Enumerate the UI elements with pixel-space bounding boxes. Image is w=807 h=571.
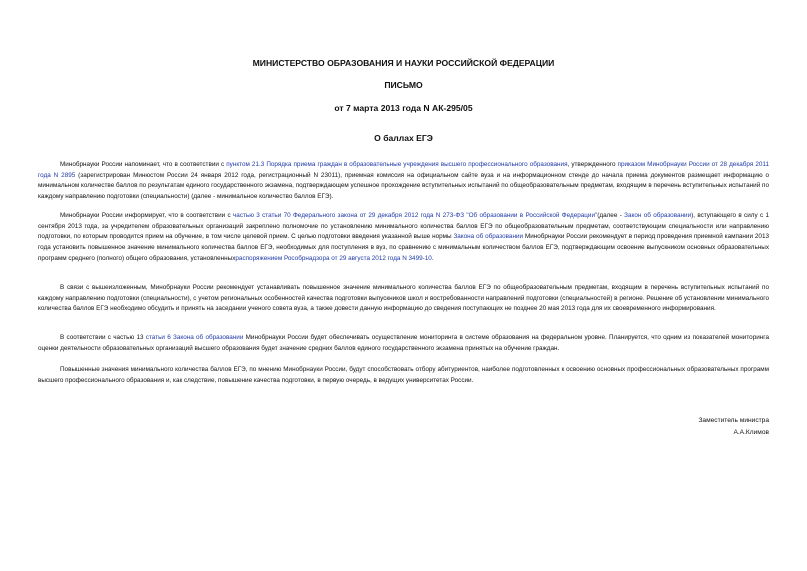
paragraph-text: Повышенные значения минимального количества баллов ЕГЭ, по мнению Минобрнауки России, будут способствовать отбору абитуриентов, наиболее подготовленных к освоению основных профессиональных образовательных программ высшего профессионального образования и, как следствие, повышение качества подготовки, в первую очередь, в ведущих университетах России. bbox=[38, 366, 769, 384]
paragraph-text: ), вступающего в силу с 1 сентября 2013 года, за учредителем образовательных организаций закреплено полномочие по установлению минимального количества баллов ЕГЭ по общеобразовательным предметам, соответствующим специальности или направлению подготовки, по которым проводится прием на обучение, в том числе целевой прием. С целью подготовки введения указанной выше нормы bbox=[38, 212, 769, 241]
document-type: ПИСЬМО bbox=[384, 80, 423, 90]
signature-name: А.А.Климов bbox=[733, 429, 769, 436]
paragraph-5 bbox=[38, 365, 769, 386]
document-date-number: от 7 марта 2013 года N АК-295/05 bbox=[334, 103, 473, 113]
paragraph-3 bbox=[38, 283, 769, 315]
paragraph-text: Минобрнауки России напоминает, что в соответствии с bbox=[60, 161, 227, 168]
link-federal-law-273[interactable]: частью 3 статьи 70 Федерального закона от 29 декабря 2012 года N 273-ФЗ "Об образовании в Российской Федерации" bbox=[232, 212, 598, 219]
paragraph-text: . bbox=[431, 254, 434, 262]
paragraph-text: , утвержденного bbox=[567, 161, 618, 168]
paragraph-4 bbox=[38, 333, 769, 354]
link-article-6[interactable]: статьи 6 Закона об образовании bbox=[145, 334, 244, 341]
ministry-title: МИНИСТЕРСТВО ОБРАЗОВАНИЯ И НАУКИ РОССИЙСКОЙ ФЕДЕРАЦИИ bbox=[252, 58, 555, 68]
link-rosobrnadzor-order[interactable]: распоряжением Рособрнадзора от 29 августа 2012 года N 3499-10 bbox=[235, 254, 432, 262]
signature-position: Заместитель министра bbox=[698, 417, 769, 424]
paragraph-text: (зарегистрирован Минюстом России 24 января 2012 года, регистрационный N 23011), приемная комиссия на официальном сайте вуза и на информационном стенде до начала приема документов размещает информацию о минимальном количестве баллов по результатам единого государственного экзамена, подтверждающем успешное прохождение вступительных испытаний по общеобразовательным предметам, входящим в перечень вступительных испытаний по каждому направлению подготовки (специальности) (далее - минимальное количество баллов ЕГЭ). bbox=[38, 171, 769, 201]
paragraph-2 bbox=[38, 211, 769, 265]
link-education-law-2[interactable]: Закона об образовании bbox=[453, 233, 524, 241]
paragraph-text: Минобрнауки России будет обеспечивать осуществление мониторинга в системе образования на федеральном уровне. Планируется, что одним из показателей мониторинга оценки деятельности образовательных организаций высшего образования будет значение средних баллов единого государственного экзамена принятых на обучение граждан. bbox=[38, 334, 769, 352]
paragraph-text: В соответствии с частью 13 bbox=[60, 334, 146, 341]
link-education-law[interactable]: Закон об образовании bbox=[624, 212, 692, 219]
paragraph-text: Минобрнауки России рекомендует в период проведения приемной кампании 2013 года установить повышенное значение минимального количества баллов ЕГЭ, необходимых для поступления в вуз, по сравнению с минимальным количеством баллов ЕГЭ, подтверждающим освоение выпускником основных образовательных программ среднего (полного) общего образования, установленных bbox=[38, 233, 770, 262]
paragraph-text: Минобрнауки России информирует, что в соответствии с bbox=[60, 212, 233, 219]
document-subject: О баллах ЕГЭ bbox=[374, 133, 433, 143]
link-order-2895[interactable]: приказом Минобрнауки России от 28 декабря 2011 года N 2895 bbox=[38, 161, 769, 179]
paragraph-text: В связи с вышеизложенным, Минобрнауки России рекомендует устанавливать повышенное значение минимального количества баллов ЕГЭ по общеобразовательным предметам, входящим в перечень вступительных испытаний по каждому направлению подготовки (специальности), с учетом региональных особенностей качества подготовки выпускников школ и востребованности направлений подготовки (специальностей) в регионе. Решение об установлении минимального количества баллов ЕГЭ необходимо обсудить и принять на заседании ученого совета вуза, а также довести данную информацию до сведения поступающих не позднее 20 мая 2013 года для их своевременного информирования. bbox=[38, 284, 769, 313]
link-admission-procedure[interactable]: пунктом 21.3 Порядка приема граждан в образовательные учреждения высшего профессионального образования bbox=[226, 161, 568, 168]
paragraph-text: (далее - bbox=[597, 212, 625, 219]
paragraph-1 bbox=[38, 160, 769, 203]
